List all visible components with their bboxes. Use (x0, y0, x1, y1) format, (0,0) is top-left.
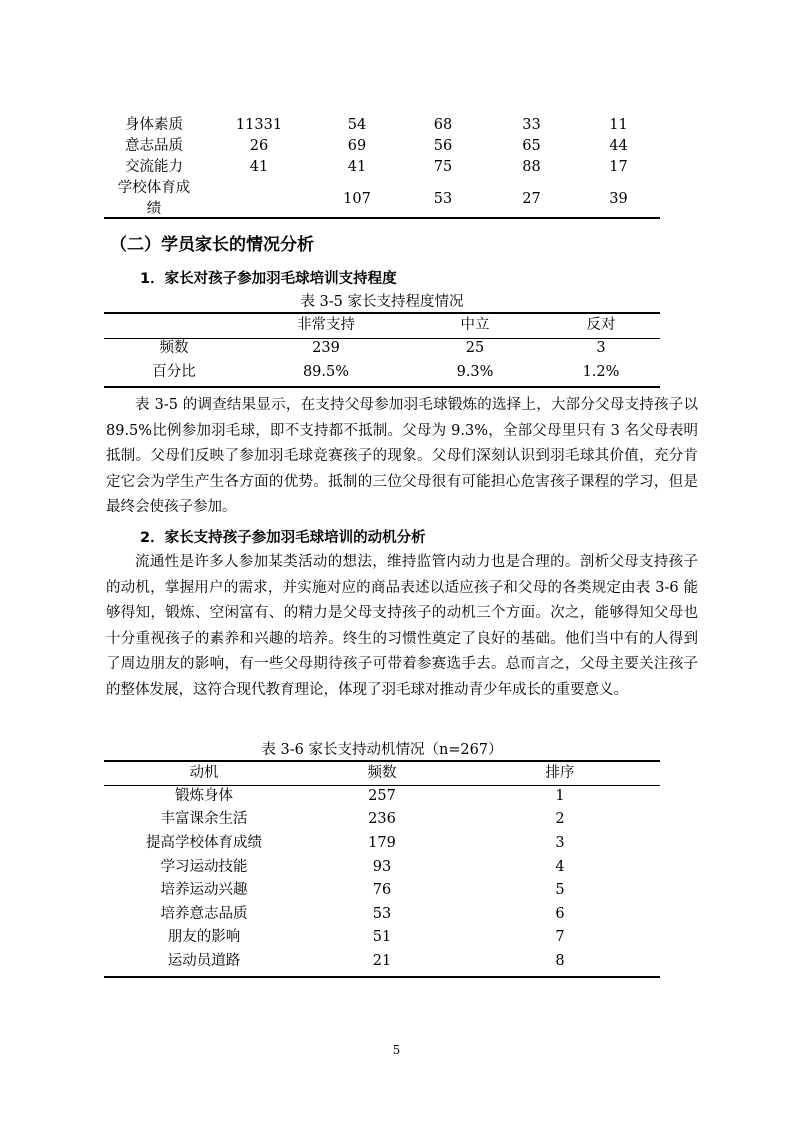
table-row (104, 177, 660, 221)
table-row (104, 156, 660, 177)
table-3-6-header-rule (104, 785, 660, 786)
table-cell: 11 (609, 116, 628, 133)
column-header: 非常支持 (297, 317, 355, 333)
table-cell: 9.3% (456, 364, 494, 380)
paragraph-2: 流通性是许多人参加某类活动的想法，维持监管内动力也是合理的。剖析父母支持孩子的动机，掌握用户的需求，并实施对应的商品表述以适应孩子和父母的各类规定由表 3-6 能够得知，锻炼、空闲富有、的精力是父母支持孩子的动机三个方面。次之，能够得知父母也十分重视孩子的素养和兴趣的培养。终生的习惯性奠定了良好的基础。他们当中有的人得到了周边朋友的影响，有一些父母期待孩子可带着参赛选手去。总而言之，父母主要关注孩子的整体发展，这符合现代教育理论，体现了羽毛球对推动青少年成长的重要意义。 (106, 554, 698, 698)
table-cell: 26 (249, 137, 269, 154)
column-header (104, 314, 244, 336)
table-row (104, 855, 660, 879)
subsection-heading-2: 2．家长支持孩子参加羽毛球培训的动机分析 (140, 530, 426, 546)
table-cell: 68 (433, 116, 453, 133)
table-3-6-bottom-rule (104, 976, 660, 978)
table-cell: 53 (372, 905, 392, 922)
table-cell: 17 (609, 158, 628, 175)
table-row (104, 784, 660, 808)
table-continued (104, 114, 660, 221)
table-cell: 44 (609, 137, 628, 154)
table-cell: 41 (249, 158, 269, 175)
table-cell: 交流能力 (125, 158, 183, 175)
section-heading: （二）学员家长的情况分析 (110, 235, 314, 255)
column-header: 排序 (545, 765, 575, 781)
table-cell: 39 (609, 191, 628, 207)
table-row (104, 878, 660, 902)
table-3-6 (104, 762, 660, 973)
table-cell: 257 (368, 787, 396, 804)
page-number: 5 (392, 1043, 401, 1057)
table-cell: 51 (372, 929, 392, 946)
subsection-heading-1: 1．家长对孩子参加羽毛球培训支持程度 (140, 271, 397, 287)
table-row (104, 114, 660, 135)
table-cell: 运动员道路 (167, 952, 241, 969)
table-row (104, 135, 660, 156)
table-cell: 27 (522, 191, 541, 207)
table-cell: 锻炼身体 (175, 787, 233, 804)
table-cell: 8 (555, 952, 565, 969)
table-3-5-caption: 表 3-5 家长支持程度情况 (300, 294, 464, 310)
table-cell: 21 (372, 952, 392, 969)
table-cell: 6 (555, 905, 565, 922)
table-cell: 65 (522, 137, 541, 154)
table-cell: 76 (372, 882, 392, 899)
table-cell: 93 (372, 858, 392, 875)
table-cell: 培养意志品质 (160, 905, 248, 922)
table-cell: 7 (555, 929, 565, 946)
table-cell: 179 (368, 834, 396, 851)
table-cell: 236 (368, 811, 396, 828)
table-cell: 3 (555, 834, 565, 851)
table-row (104, 926, 660, 950)
table-cell: 2 (555, 811, 565, 828)
column-header: 动机 (189, 765, 219, 781)
table-cell: 意志品质 (125, 137, 183, 154)
table-row (104, 808, 660, 832)
table-cell: 88 (522, 158, 541, 175)
table-3-6-caption: 表 3-6 家长支持动机情况（n=267） (261, 742, 503, 758)
table-cell: 53 (433, 191, 453, 207)
column-header: 频数 (367, 765, 397, 781)
table-cell: 学校体育成 绩 (117, 180, 191, 217)
table-cell: 培养运动兴趣 (160, 882, 248, 899)
table-cell: 89.5% (302, 364, 350, 380)
table-row (104, 902, 660, 926)
table-cell: 69 (347, 137, 367, 154)
table-cell: 25 (465, 340, 485, 356)
table-cell: 107 (343, 191, 371, 207)
table-row (104, 831, 660, 855)
table-cell: 百分比 (152, 364, 196, 380)
table-row (104, 336, 660, 360)
table-3-5-bottom-rule (104, 386, 660, 388)
table-cell: 41 (347, 158, 367, 175)
table-cell: 56 (433, 137, 453, 154)
table-row (104, 949, 660, 973)
table-cell: 频数 (159, 340, 189, 356)
paragraph-1: 表 3-5 的调查结果显示，在支持父母参加羽毛球锻炼的选择上，大部分父母支持孩子以 89.5%比例参加羽毛球，即不支持都不抵制。父母为 9.3%，全部父母里只有 3 名父母表明抵制。父母们反映了参加羽毛球竞赛孩子的现象。父母们深刻认识到羽毛球其价值，充分肯定它会为学生产生各方面的优势。抵制的三位父母很有可能担心危害孩子课程的学习，但是最终会使孩子参加。 (106, 397, 698, 515)
table-cell: 朋友的影响 (167, 929, 241, 946)
table-row (104, 360, 660, 384)
table-continued-bottom-rule (104, 217, 660, 219)
table-cell: 学习运动技能 (160, 858, 248, 875)
table-cell: 1.2% (582, 364, 620, 380)
table-cell: 33 (522, 116, 541, 133)
table-cell: 提高学校体育成绩 (146, 834, 262, 851)
table-3-5 (104, 314, 660, 384)
table-cell: 身体素质 (125, 116, 183, 133)
table-cell: 5 (555, 882, 565, 899)
table-cell (204, 177, 314, 221)
column-header: 反对 (586, 317, 616, 333)
table-cell: 丰富课余生活 (160, 811, 248, 828)
table-cell: 4 (555, 858, 565, 875)
table-cell: 11331 (235, 116, 283, 133)
table-cell: 3 (596, 340, 606, 356)
table-3-5-header-rule (104, 338, 660, 339)
column-header: 中立 (460, 317, 490, 333)
table-cell: 239 (312, 340, 340, 356)
table-cell: 75 (433, 158, 453, 175)
table-cell: 54 (347, 116, 367, 133)
table-cell: 1 (555, 787, 565, 804)
